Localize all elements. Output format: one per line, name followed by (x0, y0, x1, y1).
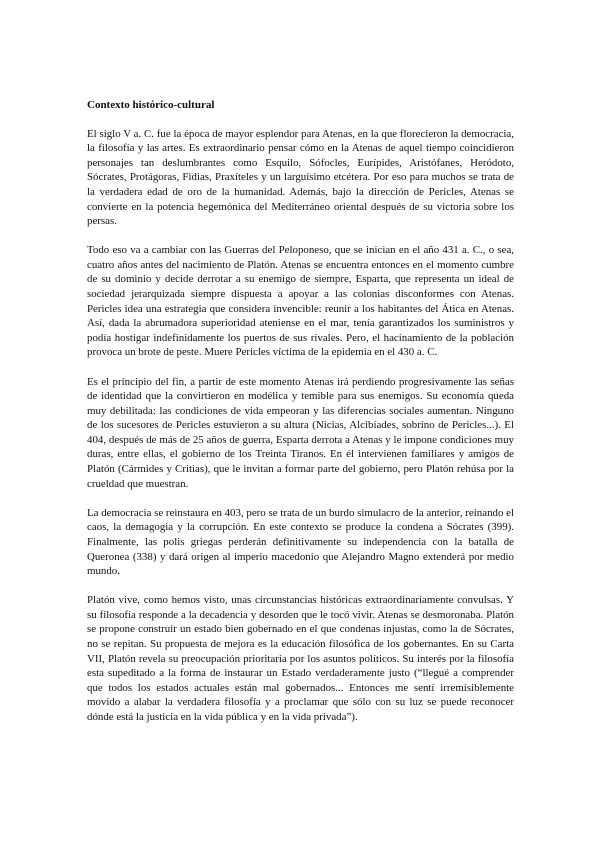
paragraph-3: Es el principio del fin, a partir de este momento Atenas irá perdiendo progresivamente las señas de identidad que la convirtieron en modélica y temible para sus enemigos. Su economía queda muy debilitada: las condiciones de vida empeoran y las diferencias sociales aumentan. Ninguno de los sucesores de Pericles estuvieron a su altura (Nicias, Alcibíades, sobrino de Pericles...). El 404, después de más de 25 años de guerra, Esparta derrota a Atenas y le impone condiciones muy duras, entre ellas, el gobierno de los Treinta Tiranos. En él intervienen familiares y amigos de Platón (Cármides y Critias), que le invitan a formar parte del gobierno, pero Platón rehúsa por la crueldad que muestran. (87, 375, 514, 490)
paragraph-4: La democracia se reinstaura en 403, pero se trata de un burdo simulacro de la anterior, reinando el caos, la demagogia y la corrupción. En este contexto se produce la condena a Sócrates (399). Finalmente, las polis griegas perderán definitivamente su independencia con la batalla de Queronea (338) y dará origen al imperio macedonio que Alejandro Magno extenderá por medio mundo. (87, 506, 514, 578)
paragraph-1: El siglo V a. C. fue la época de mayor esplendor para Atenas, en la que florecieron la democracia, la filosofía y las artes. Es extraordinario pensar cómo en la Atenas de aquel tiempo coincidieron personajes tan deslumbrantes como Esquilo, Sófocles, Eurípides, Aristófanes, Heródoto, Sócrates, Protágoras, Fidias, Praxíteles y un larguísimo etcétera. Por eso para muchos se trata de la verdadera edad de oro de la humanidad. Además, bajo la dirección de Pericles, Atenas se convierte en la potencia hegemónica del Mediterráneo oriental después de su victoria sobre los persas. (87, 127, 514, 228)
section-heading: Contexto histórico-cultural (87, 99, 215, 111)
paragraph-5: Platón vive, como hemos visto, unas circunstancias históricas extraordinariamente convulsas. Y su filosofía responde a la decadencia y desorden que le tocó vivir. Atenas se desmoronaba. Platón se propone construir un estado bien gobernado en el que condenas injustas, como la de Sócrates, no se repitan. Su propuesta de mejora es la educación filosófica de los gobernantes. En su Carta VII, Platón revela su preocupación prioritaria por los asuntos políticos. Su interés por la filosofía esta supeditado a la forma de instaurar un Estado verdaderamente justo (“llegué a comprender que todos los estados actuales están mal gobernados... Entonces me sentí irremisiblemente movido a alabar la verdadera filosofía y a proclamar que sólo con su luz se puede reconocer dónde está la justicia en la vida pública y en la vida privada”). (87, 594, 514, 723)
document-body (87, 98, 514, 739)
paragraph-2: Todo eso va a cambiar con las Guerras del Peloponeso, que se inician en el año 431 a. C., o sea, cuatro años antes del nacimiento de Platón. Atenas se encuentra entonces en el momento cumbre de su dominio y decide derrotar a su enemigo de siempre, Esparta, que representa un ideal de sociedad jerarquizada siempre dispuesta a apoyar a las colonias disconformes con Atenas. Pericles idea una estrategia que considera invencible: reunir a los habitantes del Ática en Atenas. Así, dada la abrumadora superioridad ateniense en el mar, tenía garantizados los suministros y podía hostigar indefinidamente los puertos de sus rivales. Pero, el hacinamiento de la población provoca un brote de peste. Muere Pericles víctima de la epidemia en el 430 a. C. (87, 244, 514, 359)
